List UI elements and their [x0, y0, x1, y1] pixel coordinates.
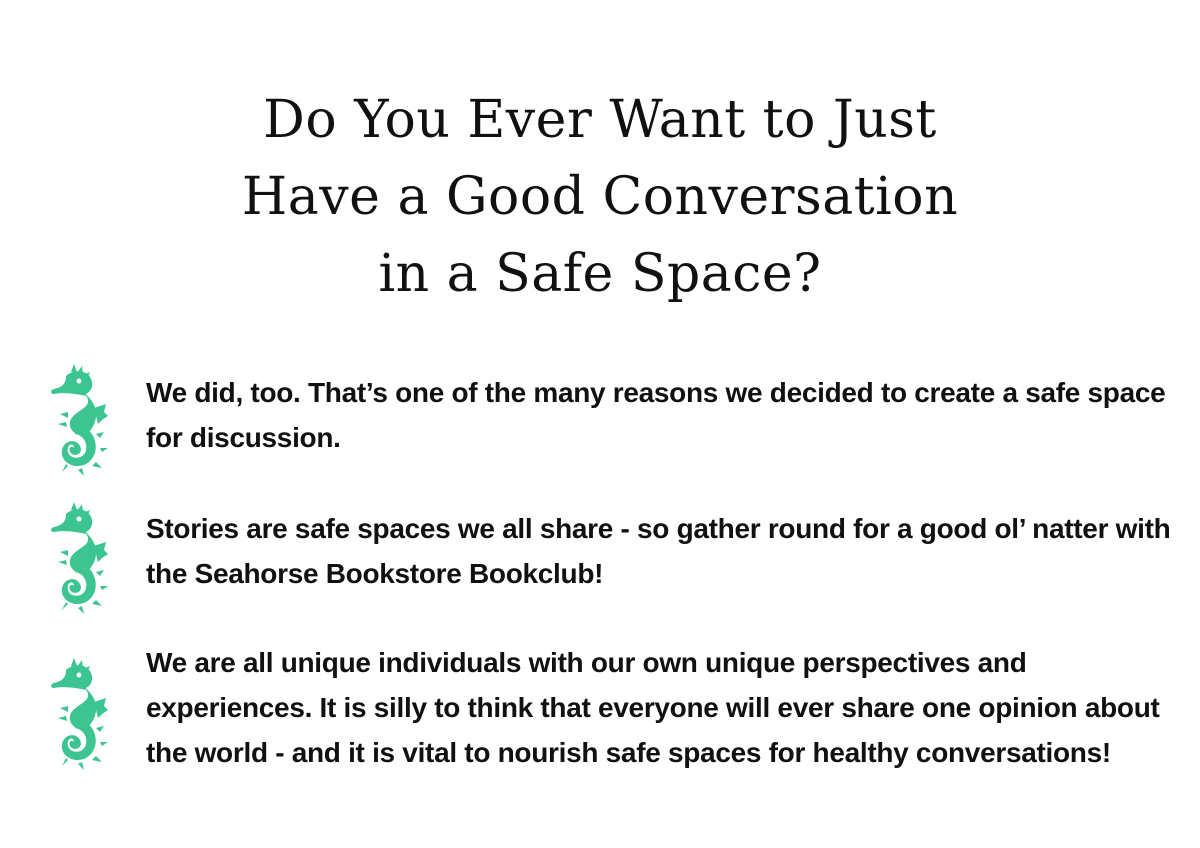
- title-line-3: in a Safe Space?: [378, 244, 822, 304]
- seahorse-icon: [46, 656, 110, 776]
- seahorse-icon: [46, 362, 110, 482]
- title-line-1: Do You Ever Want to Just: [263, 90, 937, 150]
- title-line-2: Have a Good Conversation: [241, 167, 959, 227]
- page-title: [0, 82, 1200, 313]
- seahorse-icon: [46, 500, 110, 620]
- item-text: We are all unique individuals with our own unique perspectives and experiences. It is silly to think that everyone will ever share one opinion about the world - and it is vital to nourish safe spaces for healthy conversations!: [146, 647, 1160, 768]
- item-text: Stories are safe spaces we all share - so gather round for a good ol’ natter with the Seahorse Bookstore Bookclub!: [146, 513, 1171, 589]
- item-text: We did, too. That’s one of the many reasons we decided to create a safe space for discussion.: [146, 377, 1166, 453]
